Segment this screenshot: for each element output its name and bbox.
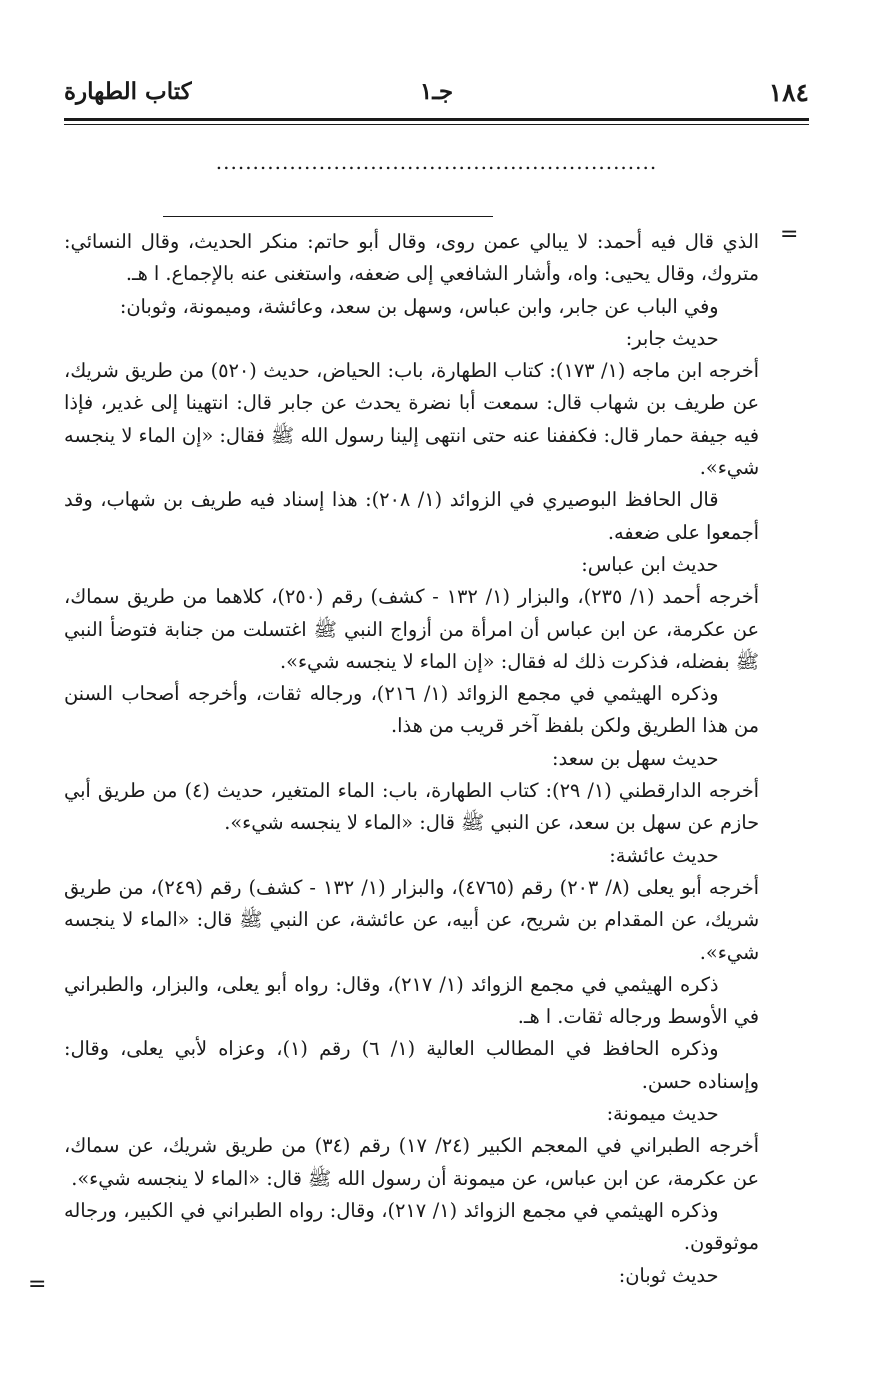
paragraph: وفي الباب عن جابر، وابن عباس، وسهل بن سعد، وعائشة، وميمونة، وثوبان: [119,294,719,318]
page-header [64,78,809,112]
header-rule-thick [64,118,809,121]
footnote-body [64,226,759,1292]
paragraph: حديث ميمونة: [606,1102,719,1126]
paragraph: أخرجه ابن ماجه (١/ ١٧٣): كتاب الطهارة، باب: الحياض، حديث (٥٢٠) من طريق شريك، عن طريف بن شهاب قال: سمعت أبا نضرة يحدث عن جابر قال: انتهينا إلى غدير، فإذا فيه جيفة حمار قال: فكففنا عنه حتى انتهى إلينا رسول الله ﷺ فقال: «إن الماء لا ينجسه شيء». [64,359,759,480]
paragraph: أخرجه الطبراني في المعجم الكبير (٢٤/ ١٧) رقم (٣٤) من طريق شريك، عن سماك، عن عكرمة، عن ابن عباس، عن ميمونة أن رسول الله ﷺ قال: «الماء لا ينجسه شيء». [64,1134,759,1190]
paragraph: وذكره الحافظ في المطالب العالية (١/ ٦) رقم (١)، وعزاه لأبي يعلى، وقال: وإسناده حسن. [64,1037,759,1093]
paragraph: وذكره الهيثمي في مجمع الزوائد (١/ ٢١٦)، ورجاله ثقات، وأخرجه أصحاب السنن من هذا الطريق ولكن بلفظ آخر قريب من هذا. [64,682,759,738]
footnote-continuation-mark-bottom: = [28,1272,47,1297]
volume-label: جـ١ [419,78,454,105]
paragraph: أخرجه أبو يعلى (٨/ ٢٠٣) رقم (٤٧٦٥)، والبزار (١/ ١٣٢ - كشف) رقم (٢٤٩)، من طريق شريك، عن المقدام بن شريح، عن أبيه، عن عائشة، عن النبي ﷺ قال: «الماء لا ينجسه شيء». [64,875,759,964]
paragraph: قال الحافظ البوصيري في الزوائد (١/ ٢٠٨): هذا إسناد فيه طريف بن شهاب، وقد أجمعوا على ضعفه. [64,488,759,544]
page-number: ١٨٤ [768,78,809,107]
header-rule-thin [64,124,809,125]
paragraph: وذكره الهيثمي في مجمع الزوائد (١/ ٢١٧)، وقال: رواه الطبراني في الكبير، ورجاله موثوقون. [64,1198,759,1255]
paragraph: ذكره الهيثمي في مجمع الزوائد (١/ ٢١٧)، وقال: رواه أبو يعلى، والبزار، والطبراني في الأوسط ورجاله ثقات. ا هـ. [64,972,759,1029]
footnote-continuation-mark-top: = [780,222,799,247]
paragraph: أخرجه الدارقطني (١/ ٢٩): كتاب الطهارة، باب: الماء المتغير، حديث (٤) من طريق أبي حازم عن سهل بن سعد، عن النبي ﷺ قال: «الماء لا ينجسه شيء». [64,779,759,835]
paragraph: حديث ابن عباس: [581,552,719,576]
paragraph: حديث سهل بن سعد: [551,746,719,770]
paragraph: حديث ثوبان: [618,1263,719,1287]
paragraph: الذي قال فيه أحمد: لا يبالي عمن روى، وقال أبو حاتم: منكر الحديث، وقال النسائي: متروك، وقال يحيى: واه، وأشار الشافعي إلى ضعفه، واستغنى عنه بالإجماع. ا هـ. [64,230,759,286]
footnote-rule [163,216,493,217]
book-title: كتاب الطهارة [64,78,192,105]
paragraph: أخرجه أحمد (١/ ٢٣٥)، والبزار (١/ ١٣٢ - كشف) رقم (٢٥٠)، كلاهما من طريق سماك، عن عكرمة، عن ابن عباس أن امرأة من أزواج النبي ﷺ اغتسلت من جنابة فتوضأ النبي ﷺ بفضله، فذكرت ذلك له فقال: «إن الماء لا ينجسه شيء». [64,585,759,673]
paragraph: حديث عائشة: [609,843,719,867]
text-elision-dots: ............................................................ [215,150,658,174]
paragraph: حديث جابر: [625,326,719,350]
